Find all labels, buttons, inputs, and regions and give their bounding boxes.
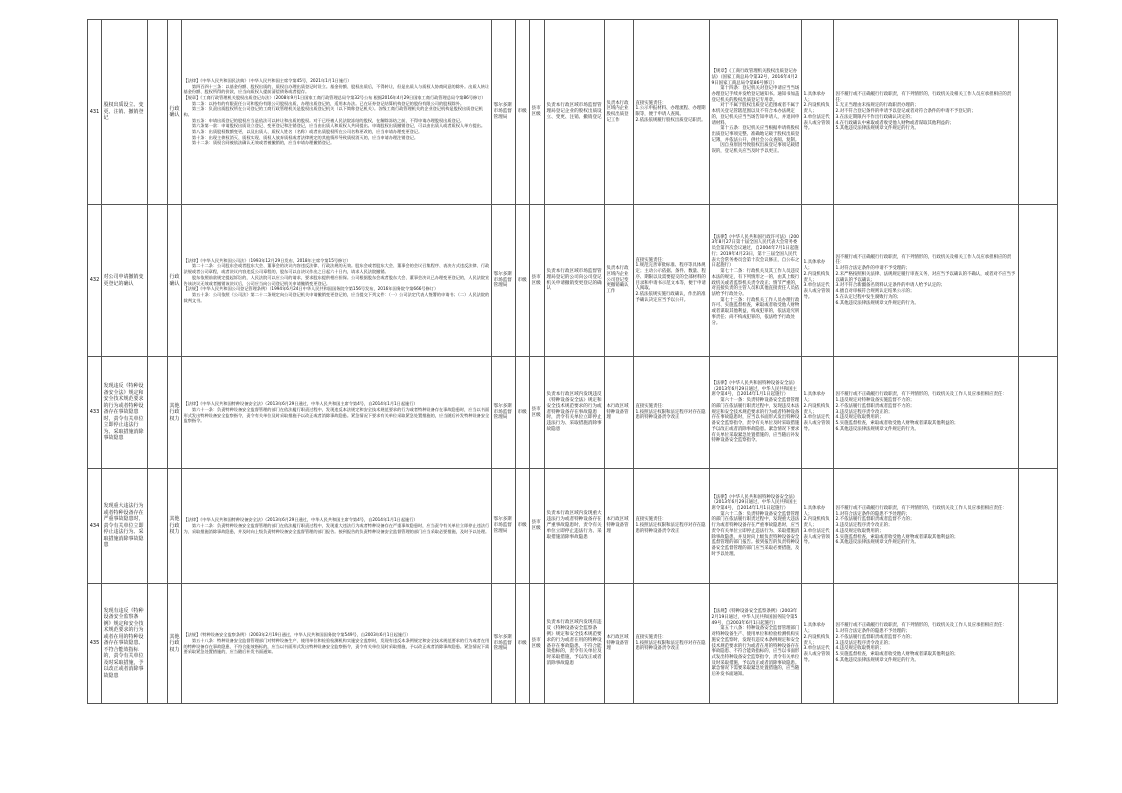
responsibility-items: 直接实施责任： 1.按照法定权限和法定程序对存在隐患的特种设备责令改正 [634, 357, 710, 469]
legal-basis: 【法律】《中华人民共和国民法典》（中华人民共和国主席令第45号，2021年1月1日施行） 第四百四十三条：以基金份额、股权出质的，质权自办理出质登记时设立。基金份额、股权出质后，不得转让，但是出质人与质权人协商同意的除外。出质人转让基金份额、股权所得的价款，应当向质权人提前清偿债务或者提存。 【规章】《工商行政管理机关股权出质登记办法》（2008年9月1日国家工商行政管理总局令第32号公布 根据2016年4月29日国家工商行政管理总局令第86号修订） 第二条：以持有的有限责任公司和股份有限公司股权出质，办理出质登记的，适用本办法。已在证券登记结算机构登记的股份有限公司的股权除外。 第三条：负责出质股权所在公司登记的工商行政管理机关是股权出质登记机关（以下简称登记机关）。各级工商行政管理机关的企业登记机构是股权出质登记机构。 第五条：申请出质登记的股权应当是依法可以转让和出质的股权。对于已经被人民法院冻结的股权，在解除冻结之前，不得申请办理股权出质登记。 第六条第一款：申请股权出质设立登记、变更登记和注销登记，应当由出质人和质权人共同提出。申请股权出质撤销登记，可以由出质人或者质权人单方提出。 第八条：出质股权数额变更，以及出质人、质权人姓名（名称）或者出质股权所在公司名称更改的，应当申请办理变更登记。 第十条：出现主债权消灭、质权实现、质权人放弃质权或者法律规定的其他情形导致质权消灭的，应当申请办理注销登记。 第十二条：质权合同被依法确认无效或者被撤销的，应当申请办理撤销登记。 [182, 20, 492, 205]
responsibility-items: 直接实施责任： 1.按照法定权限和法定程序对存在隐患的特种设备责令改正 [634, 469, 710, 584]
implementing-agency: 鄂尔多斯市场监督管理局 [492, 469, 516, 584]
accountability-circumstances: 因不履行或不正确履行行政职责，有下列情形的，行政机关及工作人员应承担相应责任： 1.对符合法定条件的隐患不予处理的； 2.不依法履行监督职责或者监督不力的； 3.违反法定程序责令改正的； 4.违反规定收取费用的； 5.实施监督检查，索取或者收受他人财物或者谋取其他利益的； 6.其他违反法律法规规章文件规定的行为。 [834, 469, 1019, 584]
accountability-circumstances: 因不履行或不正确履行行政职责，有下列情形的，行政机关及工作人员应承担相应责任： 1.违反规定对特种设备实施监督不力的； 2.不依法履行监督职责或者监督不力的； 3.违反法定程序责令改正的； 4.违反规定收取费用的； 5.实施监督检查，索取或者收受他人财物或者谋取其他利益的； 6.其他违反法律法规规章文件规定的行为。 [834, 357, 1019, 469]
responsible-subject: 1.具体承办人； 2.内设机构负责人； 3.单位法定代表人或分管领导。 [802, 469, 834, 584]
power-type: 其他行政权力 [168, 469, 182, 584]
legal-basis: 【法律】《中华人民共和国特种设备安全法》（2013年6月29日通过，中华人民共和国主席令第4号，自2014年1月1日起施行） 第六十一条：负责特种设备安全监督管理的部门在依法履行职责过程中，发现违反本法规定和安全技术规范要求的行为或者特种设备存在事故隐患时，应当以书面形式发出特种设备安全监察指令，责令有关单位及时采取措施予以改正或者消除事故隐患。紧急情况下要求有关单位采取紧急处置措施的，应当随后补发特种设备安全监察指令。 [182, 357, 492, 469]
remarks-cell [1019, 20, 1058, 205]
implementing-agency: 鄂尔多斯市场监督管理局 [492, 584, 516, 704]
table-row [88, 20, 1058, 205]
responsible-subject: 1.具体承办人； 2.内设机构负责人； 3.单位法定代表人或分管领导。 [802, 584, 834, 704]
power-list-table [87, 19, 1058, 704]
table-row [88, 584, 1058, 704]
implementing-agency: 鄂尔多斯市场监督管理局 [492, 357, 516, 469]
legal-basis: 【法律】《中华人民共和国公司法》（1993年12月29日发布，2018年主席令第15号修订） 第二十二条：公司股东会或者股东大会、董事会的决议内容违反法律、行政法规的无效。股东会或者股东大会、董事会的会议召集程序、表决方式违反法律、行政法规或者公司章程，或者决议内容违反公司章程的，股东可以自决议作出之日起六十日内，请求人民法院撤销。 股东依照前款规定提起诉讼的，人民法院可以应公司的请求，要求股东提供相应担保。公司根据股东会或者股东大会、董事会决议已办理变更登记的，人民法院宣告该决议无效或者撤销该决议后，公司应当向公司登记机关申请撤销变更登记。 【法规】《中华人民共和国公司登记管理条例》（1994年6月24日中华人民共和国国务院令第156号发布，2016年国务院令第666号修订） 第五十条：公司依照《公司法》第二十二条规定向公司登记机关申请撤销变更登记的，应当提交下列文件：（一）公司法定代表人签署的申请书；（二）人民法院的裁判文书。 [182, 205, 492, 357]
empty-cell [148, 205, 168, 357]
responsible-subject: 1.具体承办人； 2.内设机构负责人； 3.单位法定代表人或分管领导。 [802, 20, 834, 205]
agency-level: 市级 [516, 469, 530, 584]
row-number: 431 [88, 20, 102, 205]
power-name: 发现重大违法行为或者特种设备存在严重事故隐患时，责令有关单位立即停止违法行为、采取措施消除事故隐患 [102, 469, 148, 584]
sub-level: 县市区级 [530, 20, 545, 205]
accountability-basis: 【法律】《中华人民共和国特种设备安全法》（2013年6月29日通过，中华人民共和国主席令第4号，自2014年1月1日起施行） 第六十二条：负责特种设备安全监督管理的部门在依法履行职责过程中，发现重大违法行为或者特种设备存在严重事故隐患时，应当责令有关单位立即停止违法行为、采取措施消除事故隐患，并及时向上级负责特种设备安全监督管理的部门报告。接到报告的负责特种设备安全监督管理的部门应当采取必要措施，及时予以处理。 [710, 469, 802, 584]
remarks-cell [1019, 469, 1058, 584]
implementing-department: 负责本行政区域内企业公司登记变更撤销确认工作 [605, 205, 634, 357]
table-row [88, 205, 1058, 357]
sub-level: 县市区级 [530, 469, 545, 584]
responsible-subject: 1.具体承办人； 2.内设机构负责人； 3.单位法定代表人或分管领导。 [802, 357, 834, 469]
implementing-department: 本行政区域特种设备管理 [605, 357, 634, 469]
accountability-basis: 【法律】《中华人民共和国特种设备安全法》（2013年6月29日通过，中华人民共和国主席令第4号，自2014年1月1日起施行） 第六十一条：负责特种设备安全监督管理的部门在依法履行职责过程中，发现违反本法规定和安全技术规范要求的行为或者特种设备存在事故隐患时，应当以书面形式发出特种设备安全监察指令，责令有关单位及时采取措施予以改正或者消除事故隐患。紧急情况下要求有关单位采取紧急处置措施的，应当随后补发特种设备安全监察指令。 [710, 357, 802, 469]
row-number: 435 [88, 584, 102, 704]
power-type: 其他行政权力 [168, 357, 182, 469]
legal-basis: 【法律】《中华人民共和国特种设备安全法》（2013年6月29日通过，中华人民共和国主席令第4号，自2014年1月1日起施行） 第六十二条：负责特种设备安全监督管理的部门在依法履行职责过程中，发现重大违法行为或者特种设备存在严重事故隐患时，应当责令有关单位立即停止违法行为、采取措施消除事故隐患，并及时向上级负责特种设备安全监督管理的部门报告。接到报告的负责特种设备安全监督管理的部门应当采取必要措施，及时予以处理。 [182, 469, 492, 584]
agency-level: 市级 [516, 205, 530, 357]
scope-of-authority: 负责本行政区域内发现重大违法行为或者特种设备存在严重事故隐患时，责令有关单位立即停止违法行为、采取措施消除事故隐患 [545, 469, 605, 584]
agency-level: 市级 [516, 584, 530, 704]
power-name: 发现违反《特种设备安全法》规定和安全技术规范要求的行为或者特种设备存在事故隐患时，责令有关单位立即停止违法行为、采取措施消除事故隐患 [102, 357, 148, 469]
power-type: 行政确认 [168, 205, 182, 357]
responsibility-items: 直接实施责任： 1.公示申报材料、办理流程、办理期限等，便于申请人查阅。 2.依法依规履行股权出质登记职责。 [634, 20, 710, 205]
power-type: 其他行政权力 [168, 584, 182, 704]
scope-of-authority: 负责本行政区域内发现违反《特种设备安全法》规定和安全技术规范要求的行为或者特种设备存在事故隐患时，责令有关单位立即停止违法行为、采取措施消除事故隐患 [545, 357, 605, 469]
power-name: 对公司申请撤销变更登记的确认 [102, 205, 148, 357]
power-name: 发现有违反《特种设备安全监察条例》规定和安全技术规范要求的行为或者在用的特种设备存在事故隐患、不符合能效指标的，责令有关单位及时采取措施，予以改正或者消除事故隐患 [102, 584, 148, 704]
accountability-basis: 【规章】《工商行政管理机关股权出质登记办法》（国家工商总局令第32号，2016年4月29日国家工商总局令第86号修订） 第十四条：登记机关对登记申请应当当场办理登记手续并发给登记通知书。通知书加盖登记机关的股权出质登记专用章。 对于不属于股权出质登记范围或者不属于本机关登记管辖范围以及不符合本办法规定的，登记机关应当当场告知申请人，并退回申请材料。 第十五条：登记机关应当根据申请将股权出质登记事项完整、准确地记载于股权出质登记簿，并依法公开，供社会公众查阅、复制。 因自身原因导致股权出质登记事项记载错误的，登记机关应当及时予以更正。 [710, 20, 802, 205]
agency-level: 市级 [516, 20, 530, 205]
row-number: 434 [88, 469, 102, 584]
responsibility-items: 直接实施责任： 1.按照法定权限和法定程序对存在隐患的特种设备责令改正 [634, 584, 710, 704]
sub-level: 县市区级 [530, 357, 545, 469]
empty-cell [148, 584, 168, 704]
implementing-agency: 鄂尔多斯市场监督管理局 [492, 205, 516, 357]
accountability-circumstances: 因不履行或不正确履行行政职责，有下列情形的，行政机关及工作人员应承担相应责任： 1.对符合法定条件的隐患不予处理的； 2.不依法履行监督职责或者监督不力的； 3.违反法定程序责令改正的； 4.违反规定收取费用的； 5.实施监督检查，索取或者收受他人财物或者谋取其他利益的； 6.其他违反法律法规规章文件规定的行为。 [834, 584, 1019, 704]
accountability-basis: 【法规】《特种设备安全监察条例》（2003年2月19日通过，中华人民共和国国务院令第549号，自2003年6月1日起施行） 第五十八条：特种设备安全监督管理部门对特种设备生产、使用单位和检验检测机构实施安全监察时，发现有违反本条例规定和安全技术规范要求的行为或者在用的特种设备存在事故隐患、不符合能效指标的，应当以书面形式发出特种设备安全监察指令，责令有关单位及时采取措施，予以改正或者消除事故隐患。紧急情况下需要采取紧急处置措施的，应当随后补发书面通知。 [710, 584, 802, 704]
responsible-subject: 1.具体承办人； 2.内设机构负责人； 3.单位法定代表人或分管领导。 [802, 205, 834, 357]
accountability-circumstances: 因不履行或不正确履行行政职责，有下列情形的，行政机关及相关工作人员应承担相应的责任： 1.无正当理由未按规定的行政职责办理的； 2.对不符合登记条件的申请予以登记或者对符合条件的申请不予登记的； 3.在法定期限内不作出行政确认决定的； 4.在行政确认中索取或者收受他人财物或者谋取其他利益的； 5.其他违反法律法规规章文件规定的行为。 [834, 20, 1019, 205]
legal-basis: 【法规】《特种设备安全监察条例》（2003年2月19日通过，中华人民共和国国务院令第549号，自2003年6月1日起施行） 第五十八条：特种设备安全监督管理部门对特种设备生产、使用单位和检验检测机构实施安全监察时，发现有违反本条例规定和安全技术规范要求的行为或者在用的特种设备存在事故隐患、不符合能效指标的，应当以书面形式发出特种设备安全监察指令，责令有关单位及时采取措施，予以改正或者消除事故隐患。紧急情况下需要采取紧急处置措施的，应当随后补发书面通知。 [182, 584, 492, 704]
power-list-table-page [87, 19, 1057, 704]
implementing-department: 负责本行政区域内企业股权出质登记工作 [605, 20, 634, 205]
empty-cell [148, 20, 168, 205]
power-name: 股权出质设立、变更、注销、撤销登记 [102, 20, 148, 205]
remarks-cell [1019, 205, 1058, 357]
scope-of-authority: 负责本行政区域内发现有违反《特种设备安全监察条例》规定和安全技术规范要求的行为或者在用的特种设备存在事故隐患、不符合能效指标的，责令有关单位及时采取措施，予以改正或者消除事故隐患 [545, 584, 605, 704]
row-number: 433 [88, 357, 102, 469]
responsibility-items: 直接实施责任： 1.规范完善审批标准、程序等具体规定；主动公示依据、条件、数量、程序、期限以及需要提交的全部材料的目录和申请书示范文本等，便于申请人阅取。 2.依法依规实施行政确认，作出的准予确认决定应当予以公开。 [634, 205, 710, 357]
row-number: 432 [88, 205, 102, 357]
agency-level: 市级 [516, 357, 530, 469]
accountability-circumstances: 因不履行或不正确履行行政职责，有下列情形的，行政机关及相关工作人员应承担相应的责任： 1.对符合法定条件的申请不予受理的； 2.未严格按照相关法律、法规规定履行审查义务，对应当予以确认的不确认，或者对不应当予以确认的予以确认； 3.对不符合新疆备名资料认定条件的申请人给予认定的； 4.擅自对审核符合规则认定结果公示的； 5.在认定过程中发生腐败行为的； 6.其他违反法律法规规章文件规定的行为。 [834, 205, 1019, 357]
implementing-department: 本行政区域特种设备管理 [605, 584, 634, 704]
implementing-agency: 鄂尔多斯市场监督管理局 [492, 20, 516, 205]
remarks-cell [1019, 357, 1058, 469]
empty-cell [148, 469, 168, 584]
remarks-cell [1019, 584, 1058, 704]
table-row [88, 357, 1058, 469]
table-row [88, 469, 1058, 584]
accountability-basis: 【法律】《中华人民共和国行政许可法》（2003年8月27日第十届全国人民代表大会常务委员会第四次会议通过，自2004年7月1日起施行；2019年4月23日，第十三届全国人民代表大会常务委员会第十次会议修正，自公布之日起施行） 第七十二条：行政机关及其工作人员违反本法的规定，有下列情形之一的，由其上级行政机关或者监察机关责令改正；情节严重的，对直接负责的主管人员和其他直接责任人员依法给予行政处分。 第七十三条：行政机关工作人员办理行政许可、实施监督检查，索取或者收受他人财物或者谋取其他利益，构成犯罪的，依法追究刑事责任；尚不构成犯罪的，依法给予行政处分。 [710, 205, 802, 357]
implementing-department: 本行政区域特种设备管理 [605, 469, 634, 584]
empty-cell [148, 357, 168, 469]
scope-of-authority: 负责本行政区域市场监督管理局登记企业的股权出质设立、变更、注销、撤销登记 [545, 20, 605, 205]
sub-level: 县市区级 [530, 584, 545, 704]
scope-of-authority: 负责本行政区域市场监督管理局登记的公司向公司登记机关申请撤销变更登记的确认 [545, 205, 605, 357]
sub-level: 县市区级 [530, 205, 545, 357]
power-type: 行政确认 [168, 20, 182, 205]
